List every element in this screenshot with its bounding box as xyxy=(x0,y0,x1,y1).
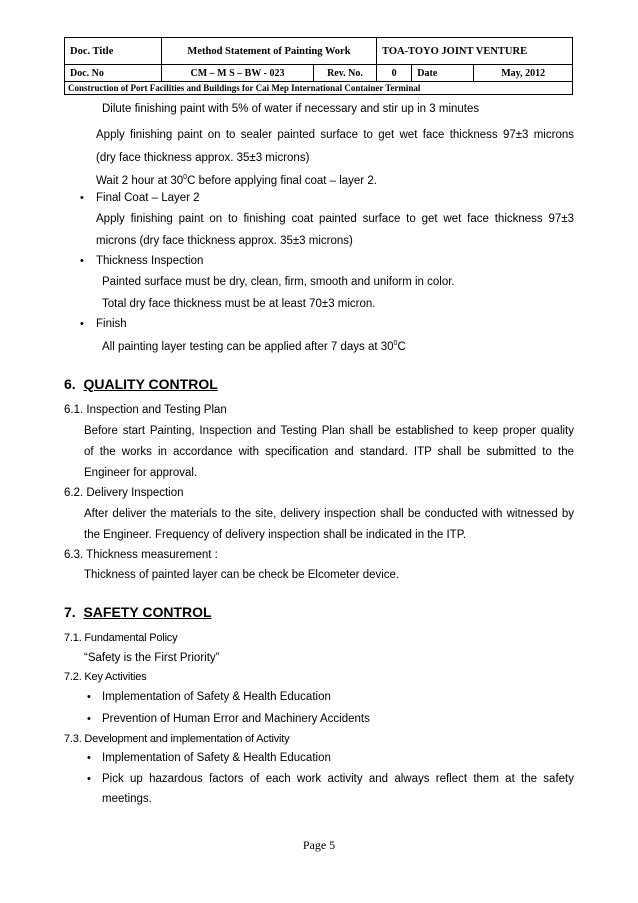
document-header-table xyxy=(64,37,573,95)
subsection-heading: 7.3. Development and implementation of Activity xyxy=(64,733,290,745)
bullet-icon: • xyxy=(87,752,91,764)
bullet-item: Prevention of Human Error and Machinery Accidents xyxy=(102,713,370,725)
paragraph-line: Total dry face thickness must be at least 70±3 micron. xyxy=(102,298,376,310)
bullet-item: Pick up hazardous factors of each work activity and always reflect them at the safety xyxy=(102,773,574,785)
paragraph-line: Dilute finishing paint with 5% of water if necessary and stir up in 3 minutes xyxy=(102,103,480,115)
bullet-item: Implementation of Safety & Health Education xyxy=(102,752,331,764)
page-number: Page 5 xyxy=(302,838,336,852)
bullet-icon: • xyxy=(87,713,91,725)
paragraph-line: of the works in accordance with specification and standard. ITP shall be submitted to the xyxy=(84,446,574,458)
paragraph-line: After deliver the materials to the site, delivery inspection shall be conducted with witnessed by xyxy=(84,508,574,520)
bullet-item: Final Coat – Layer 2 xyxy=(96,192,200,204)
subsection-heading: 6.1. Inspection and Testing Plan xyxy=(64,404,227,416)
paragraph-line: Apply finishing paint on to sealer painted surface to get wet face thickness 97±3 microns xyxy=(96,129,574,141)
rev-label: Rev. No. xyxy=(314,65,377,82)
paragraph-line: “Safety is the First Priority” xyxy=(84,652,220,664)
date-value: May, 2012 xyxy=(474,65,573,82)
bullet-icon: • xyxy=(80,192,84,204)
bullet-icon: • xyxy=(80,255,84,267)
paragraph-line: Painted surface must be dry, clean, firm, smooth and uniform in color. xyxy=(102,276,455,288)
date-label: Date xyxy=(412,65,474,82)
doc-no-label: Doc. No xyxy=(65,65,162,82)
doc-no-value: CM – M S – BW - 023 xyxy=(162,65,314,82)
bullet-item: Finish xyxy=(96,318,127,330)
doc-title-value: Method Statement of Painting Work xyxy=(162,38,377,65)
subsection-heading: 6.2. Delivery Inspection xyxy=(64,487,184,499)
bullet-icon: • xyxy=(87,773,91,785)
company-name: TOA-TOYO JOINT VENTURE xyxy=(377,38,573,65)
paragraph-line: Before start Painting, Inspection and Testing Plan shall be established to keep proper quality xyxy=(84,425,574,437)
paragraph-line: (dry face thickness approx. 35±3 microns) xyxy=(96,152,310,164)
paragraph-line: All painting layer testing can be applied after 7 days at $30^0C$ xyxy=(102,340,406,353)
bullet-icon: • xyxy=(87,691,91,703)
subsection-heading: 7.2. Key Activities xyxy=(64,671,147,683)
rev-value: 0 xyxy=(377,65,412,82)
doc-title-label: Doc. Title xyxy=(65,38,162,65)
subsection-heading: 6.3. Thickness measurement : xyxy=(64,549,218,561)
bullet-item: Thickness Inspection xyxy=(96,255,204,267)
bullet-item: Implementation of Safety & Health Education xyxy=(102,691,331,703)
paragraph-line: meetings. xyxy=(102,793,152,805)
paragraph-line: Apply finishing paint on to finishing coat painted surface to get wet face thickness 97±3 xyxy=(96,213,574,225)
section-heading-7: 7. SAFETY CONTROL xyxy=(64,604,212,620)
paragraph-line: Engineer for approval. xyxy=(84,467,198,479)
paragraph-line: Wait 2 hour at $30^0C$ before applying final coat – layer 2. xyxy=(96,174,377,187)
project-name: Construction of Port Facilities and Buildings for Cai Mep International Container Terminal xyxy=(65,82,573,95)
section-heading-6: 6. QUALITY CONTROL xyxy=(64,376,218,392)
paragraph-line: microns (dry face thickness approx. 35±3 microns) xyxy=(96,235,353,247)
bullet-icon: • xyxy=(80,318,84,330)
paragraph-line: Thickness of painted layer can be check be Elcometer device. xyxy=(84,569,400,581)
subsection-heading: 7.1. Fundamental Policy xyxy=(64,632,178,644)
paragraph-line: the Engineer. Frequency of delivery inspection shall be indicated in the ITP. xyxy=(84,529,467,541)
